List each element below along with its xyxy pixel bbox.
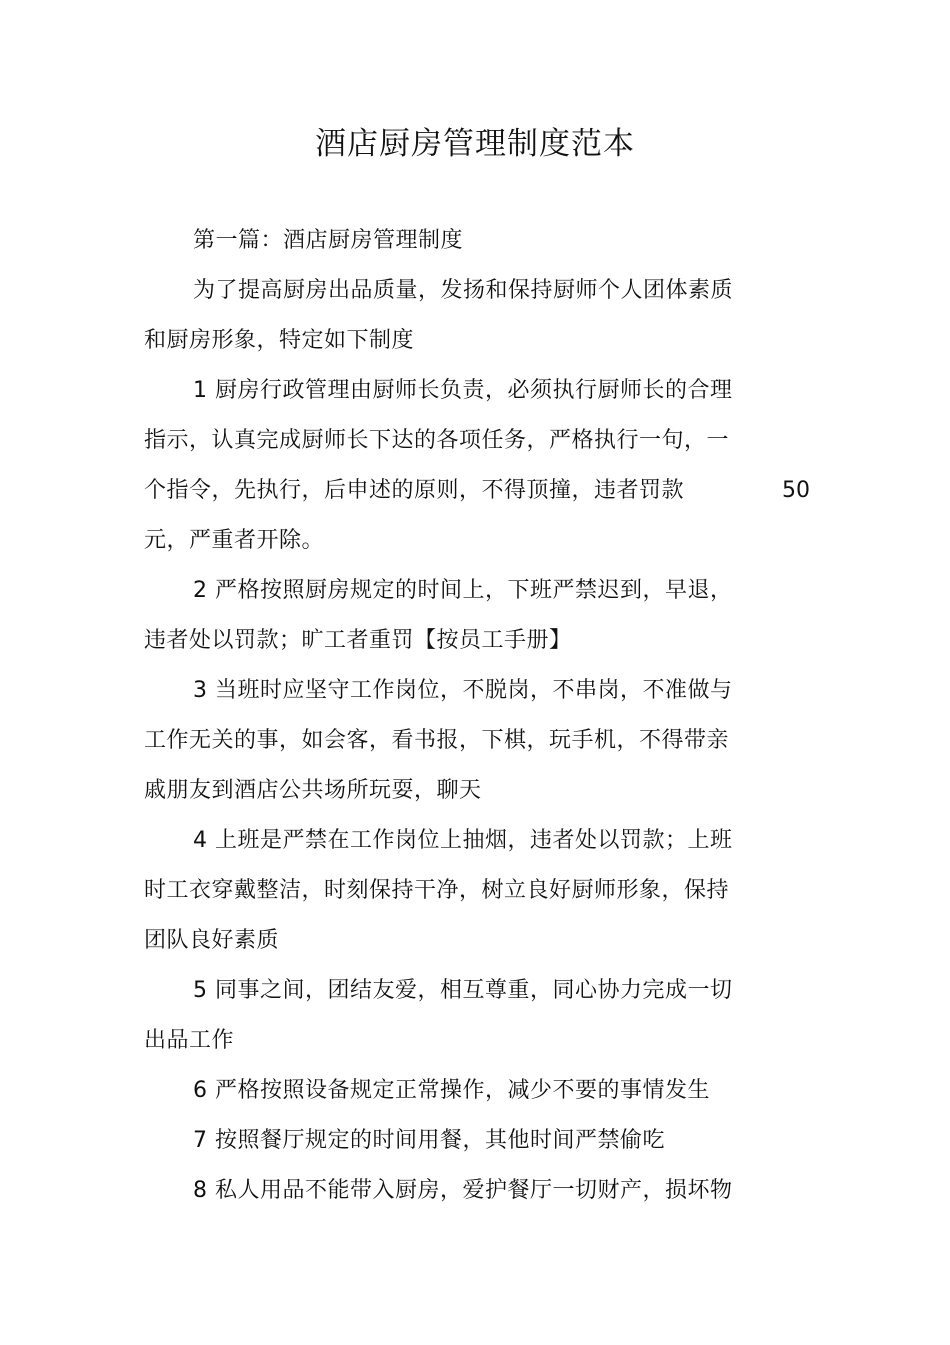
paragraph-line: 出品工作 [144, 1028, 235, 1053]
paragraph-line: 8 私人用品不能带入厨房，爱护餐厅一切财产，损坏物 [193, 1178, 733, 1203]
paragraph-line: 个指令，先执行，后申述的原则，不得顶撞，违者罚款 [144, 478, 685, 503]
paragraph-line: 和厨房形象，特定如下制度 [144, 328, 415, 353]
paragraph-line: 5 同事之间，团结友爱，相互尊重，同心协力完成一切 [193, 978, 733, 1003]
paragraph-line: 元，严重者开除。 [144, 528, 325, 553]
paragraph-line: 时工衣穿戴整洁，时刻保持干净，树立良好厨师形象，保持 [144, 878, 730, 903]
paragraph-line: 戚朋友到酒店公共场所玩耍，聊天 [144, 778, 482, 803]
paragraph-line: 4 上班是严禁在工作岗位上抽烟，违者处以罚款；上班 [193, 828, 733, 853]
paragraph-line: 为了提高厨房出品质量，发扬和保持厨师个人团体素质 [193, 278, 734, 303]
paragraph-line: 指示，认真完成厨师长下达的各项任务，严格执行一句，一 [144, 428, 730, 453]
fine-amount: 50 [782, 478, 810, 503]
paragraph-line: 3 当班时应坚守工作岗位，不脱岗，不串岗，不准做与 [193, 678, 733, 703]
paragraph-line: 工作无关的事，如会客，看书报，下棋，玩手机，不得带亲 [144, 728, 730, 753]
paragraph-line: 7 按照餐厅规定的时间用餐，其他时间严禁偷吃 [193, 1128, 665, 1153]
section-heading: 第一篇：酒店厨房管理制度 [193, 228, 464, 253]
document-title: 酒店厨房管理制度范本 [315, 126, 635, 162]
paragraph-line: 1 厨房行政管理由厨师长负责，必须执行厨师长的合理 [193, 378, 733, 403]
paragraph-line: 团队良好素质 [144, 928, 280, 953]
paragraph-line: 6 严格按照设备规定正常操作，减少不要的事情发生 [193, 1078, 710, 1103]
paragraph-line: 违者处以罚款；旷工者重罚【按员工手册】 [144, 628, 572, 653]
paragraph-line: 2 严格按照厨房规定的时间上，下班严禁迟到，早退， [193, 578, 733, 603]
